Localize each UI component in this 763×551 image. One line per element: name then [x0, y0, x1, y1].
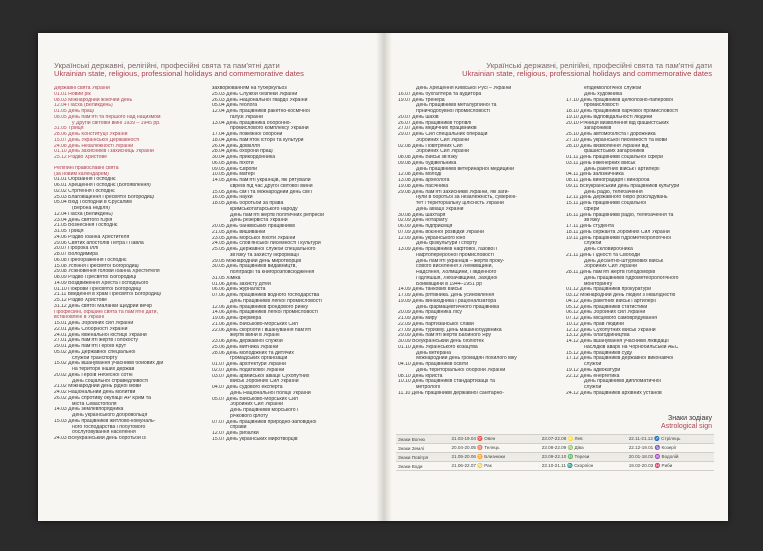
holiday-entry: 04.11 День залізничника [566, 172, 624, 178]
holiday-entry: 05.04 День геолога [212, 103, 258, 109]
holiday-entry: 13.12 День благодійництва [566, 333, 630, 339]
holiday-entry: Збройних Сил України [230, 402, 284, 408]
holiday-entry: 14.09 Воздвиження Хреста Господнього [54, 280, 149, 286]
holiday-entry: 05.12 День працівників статистики [566, 304, 648, 310]
holiday-list-column-2 [212, 86, 362, 443]
holiday-entry: 15.02 День вшанування учасників бойових дій [54, 361, 164, 367]
holiday-entry: 04.12 День ракетних військ і артилерії [566, 298, 656, 304]
holiday-entry: 19.06 День фермера [212, 316, 262, 321]
holiday-entry: День працівників морського і [230, 408, 299, 413]
holiday-entry: 21.11 Введення в храм Пресвятої Богородиці [54, 292, 161, 298]
holiday-entry: День авіації України [416, 206, 464, 212]
holiday-entry: День Десантно-штурмових військ [584, 258, 664, 264]
holiday-entry: 19.11 День працівників гідрометеорологічної [566, 235, 672, 241]
holiday-list-column-3 [398, 86, 558, 397]
holiday-entry: 22.06 День скорботи і вшанування пам'яті [212, 327, 312, 333]
holiday-entry: 10.12 День прав людини [566, 321, 625, 327]
holiday-entry: 17.09 День рятівника. День усиновлення [398, 293, 495, 298]
zodiac-sign-cell: 22.12-19.01 ♑ Козеріг [627, 444, 714, 453]
holiday-entry: військ Збройних Сил України [230, 379, 299, 385]
holiday-entry: 05.02 День Державної спеціальної [54, 349, 136, 355]
holiday-entry: 12.04 Пасха (Великдень) [54, 211, 113, 217]
holiday-entry: День працівників легкої промисловості [230, 298, 322, 304]
holiday-entry: наслідків аварії на Чорнобильській АЕС [584, 344, 679, 350]
holiday-entry: 22.01 День Соборності України [54, 326, 128, 332]
holiday-entry: 27.07 День медичних працівників [398, 126, 477, 132]
zodiac-sign-cell: 21.05-20.06 ♊ Близнюки [449, 453, 539, 462]
holiday-entry: 01.07 День архітектури України [212, 362, 286, 367]
holiday-entry: 22.12 День енергетика [566, 373, 620, 379]
holiday-entry: День пам'яті українців – жертв проку- [416, 258, 505, 264]
holiday-entry: 24.03 Всеукраїнський день боротьби із [54, 436, 146, 441]
holiday-entry: 24.12 День працівників архівних установ [566, 390, 662, 396]
holiday-entry: Збройних Сил України [416, 149, 470, 155]
holiday-entry: на території інших держав [72, 367, 135, 372]
zodiac-title-uk: Знаки зодіаку [668, 415, 712, 422]
holiday-entry: жертв війни в Україні [230, 333, 280, 339]
holiday-entry: Бойківщини в 1944–1951 рр [416, 281, 482, 287]
holiday-entry: 29.08 День пам'яті захисників України, які заги- [398, 189, 510, 195]
holiday-entry: 14.05 День пам'яті українців, які рятували [212, 178, 311, 183]
holiday-entry: 14.09 День танкових військ [398, 287, 462, 293]
holiday-entry: День працівників гідрометеорологічного [584, 275, 679, 281]
zodiac-row [396, 453, 714, 462]
holiday-entry: промисловості [584, 103, 619, 109]
right-page [390, 33, 728, 521]
holiday-entry: 15.05 День сім'ї та Міжнародний день сім'ї [212, 189, 312, 195]
holiday-entry: 25.12 Різдво Христове [54, 298, 107, 303]
holiday-entry: День скловиробника [584, 247, 633, 252]
holiday-entry: 18.05 День боротьби за права [212, 201, 284, 206]
holiday-entry: День радіо, телебачення [584, 189, 643, 195]
holiday-entry: День художника [584, 91, 623, 97]
holiday-entry: 15.08 Успіння Пресвятої Богородиці [54, 263, 139, 269]
holiday-entry: поліграфії та книгорозповсюдження [230, 270, 315, 275]
holiday-entry: фашистських загарбників [584, 149, 645, 155]
holiday-entry: День соціальної справедливості [72, 378, 149, 384]
holiday-entry: День фізкультури і спорту [416, 241, 478, 247]
holiday-entry: 03.12 Міжнародний день людей з інвалідністю [566, 293, 676, 298]
holiday-entry: 27.09 День туризму. День машинобудівника [398, 327, 502, 333]
holiday-entry: 21.11 День Гідності та Свободи [566, 252, 641, 258]
holiday-entry: 07.06 День працівників водного господарства [212, 293, 320, 298]
holiday-entry: моніторингу [584, 281, 613, 287]
holiday-entry: 23.06 День державної служби [212, 339, 283, 344]
holiday-entry: річкового флоту [230, 413, 268, 419]
left-page [38, 33, 378, 521]
holiday-entry: 20.05 День банківських працівників [212, 224, 295, 229]
holiday-entry: 01.10 День Українського козацтва [398, 344, 478, 350]
holiday-entry: 20.02 День Героїв Небесної сотні [54, 372, 133, 378]
holiday-entry: 01.12 День працівників прокуратури [566, 287, 651, 293]
holiday-entry: 01.01 Обрізання Господнє [54, 177, 116, 183]
holiday-entry: 27.10 День української писемності та мови [566, 137, 668, 143]
holiday-entry: 28.07 Володимира [54, 252, 98, 257]
holiday-entry: Міжнародний день громадян похилого віку [416, 356, 517, 362]
holiday-entry: 29.07 День Сил спеціальних операцій [398, 132, 488, 137]
holiday-entry: 09.08 День будівельника [398, 160, 457, 166]
holiday-entry: 31.12 День святої Маланки Щедрий вечір [54, 303, 152, 309]
holiday-entry: 21.06 День Військово-Морських Сил [212, 321, 298, 327]
holiday-entry: 01.06 День захисту дітей [212, 281, 271, 287]
holiday-entry: 16.05 День науки [212, 195, 253, 201]
holiday-entry: 17.11 День студента [566, 224, 614, 229]
holiday-entry: День працівників дипломатичної [584, 379, 662, 385]
holiday-entry: 25.03 День Служби безпеки України [212, 91, 298, 97]
right-page-header [462, 62, 712, 78]
zodiac-sign-cell: 20.01-18.02 ♒ Водолій [627, 453, 714, 462]
holiday-entry: 16.11 День працівників радіо, телебачення та [566, 212, 674, 218]
holiday-entry: 24.01 День ювенальної юстиції України [54, 332, 147, 338]
zodiac-element-cell: Знаки Землі [396, 444, 449, 453]
holiday-entry: Релігійні православні свята [54, 165, 119, 171]
holiday-entry: 01.01 Новий рік [54, 91, 91, 97]
holiday-entry: 28.11 День пам'яті жертв голодоморів [566, 270, 656, 275]
holiday-entry: 08.05 День пам'яті та першого над нацизмом [54, 114, 161, 120]
left-page-header [54, 62, 304, 78]
zodiac-sign-cell: 22.11-21.12 ♐ Стрілець [627, 435, 714, 444]
holiday-entry: 18.04 День пам'яток історії та культури [212, 137, 304, 143]
page-title-en: Ukrainian state, religious, professional holidays and commemorative dates [54, 69, 304, 78]
holiday-entry: 11.10 День працівників державної санітарно- [398, 390, 504, 396]
zodiac-sign-cell: 21.03-19.04 ♈ Овен [449, 435, 539, 444]
holiday-entry: Професійні, офіційні свята та пам'ятні дати, [54, 309, 158, 315]
zodiac-title-en: Astrological sign [661, 423, 712, 430]
holiday-entry: 15.11 День працівників соціальної [566, 201, 647, 206]
holiday-entry: 08.11 День виноградаря і винороба [566, 178, 650, 183]
page-title-uk: Українські державні, релігійні, професійні свята та пам'ятні дати [486, 61, 712, 70]
holiday-entry: 06.01 Хрещення Господнє (Богоявлення) [54, 183, 151, 188]
holiday-entry: встановлені в Україні [54, 315, 105, 321]
zodiac-sign-cell: 23.07-22.08 ♌ Лев [540, 435, 627, 444]
zodiac-element-cell: Знаки Вогню [396, 435, 449, 444]
holiday-entry: захворюванням на туберкульоз [212, 86, 287, 91]
holiday-entry: 06.12 День Збройних сил України [566, 310, 646, 316]
holiday-entry: День працівників металургійної та [416, 103, 497, 109]
holiday-entry: громадських організацій [230, 356, 288, 362]
holiday-entry: 14.12 День вшанування учасників ліквідації [566, 339, 669, 344]
zodiac-element-cell: Знаки Повітря [396, 453, 449, 462]
holiday-entry: День українського добровольця [72, 413, 148, 418]
page-title-en: Ukrainian state, religious, professional holidays and commemorative dates [462, 69, 712, 78]
holiday-entry: 22.09 День партизанської слави [398, 321, 474, 327]
zodiac-sign-cell: 23.10-21.11 ♏ Скорпіон [540, 462, 627, 471]
holiday-entry: 03.07 День армійської авіації Сухопутних [212, 373, 310, 379]
holiday-entry: 19.10 День відповідальності людини [566, 114, 653, 120]
holiday-entry: 10.10 День працівників стандартизації та [398, 379, 495, 385]
holiday-entry: 12.04 День працівників ракетно-космічної [212, 109, 310, 114]
holiday-entry: 12.08 День молоді [398, 172, 442, 178]
holiday-entry: (Вербна неділя) [72, 206, 110, 211]
zodiac-element-cell: Знаки Води [396, 462, 449, 471]
holiday-entry: День фармацевтичного працівника [416, 304, 500, 310]
holiday-entry: 31.05 Трійця [54, 126, 84, 132]
holiday-entry: 08.10 День юриста [398, 373, 443, 379]
zodiac-sign-cell: 21.06-22.07 ♋ Рак [449, 462, 539, 471]
holiday-entry: метрології [416, 385, 441, 390]
holiday-entry: 02.02 Стрітення Господнє [54, 188, 115, 194]
holiday-entry: 25.10 День автомобіліста і дорожника [566, 132, 656, 137]
holiday-entry: 18.11 День сержанта Збройних Сил України [566, 229, 670, 235]
holiday-entry: 12.11 День Державного бюро розслідувань [566, 195, 668, 201]
holiday-entry: зв'язку та захисту інформації [230, 252, 299, 258]
calendar-spread [38, 33, 728, 521]
holiday-entry: 05.07 День Військово-Морських Сил [212, 396, 298, 402]
holiday-entry: День Національної поліції України [230, 390, 311, 396]
holiday-entry: 07.09 День воєнної розвідки України [398, 229, 484, 235]
holiday-entry: День територіальної оборони України [416, 367, 506, 373]
holiday-entry: 12.12 День Сухопутних військ України [566, 327, 656, 333]
holiday-entry: 06.08 Преображення Господнє [54, 257, 127, 263]
holiday-entry: (за новим календарем) [54, 171, 109, 177]
holiday-entry: нули в боротьбі за незалежність, суверені- [416, 195, 517, 201]
holiday-entry: 15.03 День працівників житлово-комуналь- [54, 418, 156, 424]
holiday-entry: 14.06 День працівників легкої промисловості [212, 310, 318, 316]
holiday-entry: служби [584, 362, 602, 367]
holiday-entry: 13.08 День археолога [398, 178, 450, 183]
holiday-entry: Надсяння, Холмщини, Південного [416, 270, 497, 275]
holiday-entry: 13.09 День працівників нафтової, газової і [398, 247, 498, 252]
holiday-entry: 20.07 День шахів [398, 114, 439, 120]
holiday-entry: 29.06 Святих апостолів Петра і Павла [54, 240, 144, 246]
holiday-entry: 29.09 День пам'яті жертв Бабиного Яру [398, 333, 492, 339]
holiday-entry: 18.10 День працівників харчової промисловості [566, 109, 679, 114]
holiday-entry: 04.10 День працівників освіти [398, 362, 469, 367]
holiday-entry: 17.04 День пожежної охорони [212, 132, 283, 137]
holiday-entry: 30.04 День прикордонника [212, 155, 276, 160]
holiday-entry: 25.03 Благовіщення Пресвятої Богородиці [54, 194, 154, 200]
holiday-entry: День резервіста України [230, 218, 288, 224]
holiday-entry: 07.12 День місцевого самоврядування [566, 316, 658, 321]
holiday-entry: 20.07 Пророка Іллі [54, 246, 99, 252]
holiday-entry: кримськотатарського народу [230, 206, 298, 212]
holiday-entry: 20.10 Річниця визволення від фашистських [566, 120, 669, 126]
holiday-entry: 21.05 Вознесіння Господнє [54, 223, 118, 229]
zodiac-sign-cell: 19.02-20.03 ♓ Риби [627, 462, 714, 471]
holiday-entry: 06.06 День журналіста [212, 287, 266, 293]
holiday-entry: обслуговування населення [72, 430, 136, 436]
holiday-list-column-1 [54, 86, 202, 442]
holiday-entry: 28.10 День визволення України від [566, 143, 649, 149]
holiday-entry: служби [584, 241, 602, 247]
holiday-entry: 01.11 День працівників соціальної сфери [566, 155, 663, 160]
holiday-entry: тет і територіальну цілісність України [416, 201, 504, 206]
holiday-entry: 26.07 День працівників торгівлі [398, 120, 472, 126]
holiday-entry: 09.05 День Європи [212, 166, 257, 172]
holiday-entry: 19.09 День винахідника і раціоналізатора [398, 298, 497, 304]
holiday-entry: 23.04 День святого Юрія [54, 217, 113, 223]
holiday-entry: 24.02 Національний день молитви [54, 390, 136, 395]
holiday-entry: гірничодобувної промисловості [416, 109, 490, 114]
holiday-entry: 02.08 День Повітряних Сил [398, 143, 463, 149]
holiday-entry: 12.07 День рибалки [212, 431, 259, 436]
holiday-entry: галузі України [230, 114, 263, 120]
zodiac-row [396, 444, 714, 453]
holiday-entry: 04.07 День судового експерта [212, 385, 283, 390]
holiday-entry: Збройних Сил України [584, 264, 638, 270]
holiday-entry: 23.05 День морської піхоти України [212, 235, 296, 241]
holiday-entry: 17.10 День працівників целюлозно-паперової [566, 97, 674, 103]
holiday-entry: служби [584, 385, 602, 390]
holiday-entry: 16.07 День бухгалтера та аудитора [398, 91, 482, 97]
holiday-entry: 02.07 День податкової України [212, 367, 285, 373]
holiday-entry: День ветерана [416, 350, 451, 356]
holiday-entry: 21.05 День вишиванки [212, 229, 266, 235]
holiday-entry: євреїв під час Другої світової війни [230, 183, 313, 189]
holiday-entry: 31.05 Хіміка [212, 275, 241, 281]
holiday-entry: 02.09 День нотаріату [398, 218, 448, 224]
holiday-entry: 12.09 День українського кіно [398, 235, 466, 241]
holiday-entry: 15.01 День Збройних сил України [54, 321, 134, 326]
holiday-entry: День працівників ветеринарної медицини [416, 166, 514, 172]
holiday-entry: 31.05 Трійця [54, 229, 84, 234]
holiday-entry: 28.06 День молодіжних та дитячих [212, 350, 294, 356]
holiday-entry: 09.11 Всеукраїнський день працівників культури [566, 183, 680, 189]
zodiac-sign-cell: 20.04-20.05 ♉ Телець [449, 444, 539, 453]
holiday-entry: 26.03 День Національної гвардії України [212, 97, 308, 103]
holiday-entry: 19.08 День пасічника [398, 183, 449, 189]
holiday-entry: День Хрещення Київської Русі – України [416, 86, 512, 91]
holiday-entry: міста Севастополя [72, 401, 117, 407]
holiday-entry: 08.08 День Військ зв'язку [398, 155, 458, 160]
holiday-entry: сового виселення з Лемківщини, [416, 264, 493, 270]
holiday-entry: День ракетних військ і артилерії [584, 166, 660, 172]
holiday-entry: 12.06 День працівників фондового ринку [212, 304, 309, 310]
holiday-entry: 26.04 День довкілля [212, 143, 260, 149]
holiday-entry: ного господарства і побутового [72, 424, 146, 430]
holiday-entry: 01.10 День захисників і захисниць України [54, 149, 154, 155]
holiday-entry: 30.05 День працівників видавництв, [212, 264, 297, 270]
holiday-entry: 25.12 Різдво Христове [54, 155, 107, 160]
holiday-entry: 03.11 День інженерних військ [566, 160, 636, 166]
holiday-entry: 29.01 День пам'яті Героїв Крут [54, 344, 127, 349]
page-title-uk: Українські державні, релігійні, професійні свята та пам'ятні дати [54, 61, 280, 70]
zodiac-row [396, 462, 714, 471]
holiday-entry: Збройних Сил України [416, 137, 470, 143]
holiday-entry: 01.10 Покрови Пресвятої Богородиці [54, 286, 141, 292]
holiday-entry: 06.05 День піхоти [212, 160, 254, 166]
holiday-entry: 25.06 День митника України [212, 344, 279, 350]
holiday-entry: 10.05 День матері [212, 172, 255, 178]
holiday-entry: справи [230, 425, 247, 431]
holiday-entry: Підляшшя, Любачівщини, Західної [416, 275, 498, 281]
holiday-entry: сфери [584, 206, 600, 212]
zodiac-row [396, 435, 714, 444]
holiday-entry: 24.06 Різдво Іоанна Хрестителя [54, 234, 130, 240]
holiday-entry: 28.06 День Конституції України [54, 132, 128, 137]
zodiac-sign-cell: 23.08-22.09 ♍ Діва [540, 444, 627, 453]
holiday-entry: служби транспорту [72, 355, 118, 361]
holiday-list-column-4 [566, 86, 716, 397]
holiday-entry: 17.12 День працівників державної виконавчої [566, 356, 674, 362]
holiday-entry: 15.12 День працівників суду [566, 350, 633, 356]
holiday-entry: 15.07 День українських миротворців [212, 436, 298, 442]
holiday-entry: 19.07 День тренера [398, 97, 445, 103]
holiday-entry: 20.09 День працівника лісу [398, 310, 462, 316]
holiday-entry: 05.04 Вхід Господній в Єрусалим [54, 200, 132, 206]
holiday-entry: 21.02 Міжнародний день рідної мови [54, 384, 142, 390]
holiday-entry: загарбників [584, 126, 612, 132]
holiday-entry: 25.05 День Державної служби спеціального [212, 247, 316, 252]
holiday-entry: 01.05 День праці [54, 109, 94, 114]
holiday-entry: 26.02 День спротиву окупації АР Крим та [54, 395, 151, 401]
holiday-entry: 28.04 День охорони праці [212, 149, 273, 155]
holiday-entry: 14.03 День землевпорядника [54, 407, 124, 413]
holiday-entry: 19.12 День адвокатури [566, 367, 621, 373]
zodiac-sign-cell: 23.09-22.10 ♎ Терези [540, 453, 627, 462]
holiday-entry: у Другій світовій війні 1939 – 1945 рр. [72, 120, 161, 126]
holiday-entry: зв'язку [584, 218, 600, 224]
holiday-entry: 07.07 День працівників природно-заповідної [212, 419, 317, 425]
holiday-entry: 27.01 День пам'яті жертв Голокосту [54, 338, 139, 344]
holiday-entry: нафтопереробної промисловості [416, 252, 494, 258]
zodiac-table [396, 434, 714, 471]
holiday-entry: епідеміологічної служби [584, 86, 642, 91]
zodiac-heading [661, 415, 712, 431]
holiday-entry: День пам'яті жертв політичних репресій [230, 212, 324, 218]
holiday-entry: промислового комплексу України [230, 126, 309, 132]
holiday-entry: 29.08 Усікновення голови Іоанна Хрестителя [54, 269, 160, 275]
holiday-entry: 06.09 День підприємця [398, 224, 453, 229]
holiday-entry: 08.03 Міжнародний жіночий день [54, 97, 133, 103]
holiday-entry: 12.04 Пасха (Великдень) [54, 103, 113, 109]
holiday-entry: 24.08 День Незалежності України [54, 143, 134, 149]
holiday-entry: 15.07 День Української Державності [54, 137, 140, 143]
holiday-entry: 29.05 Міжнародний день миротворців [212, 258, 302, 264]
holiday-entry: Державні свята України [54, 86, 110, 91]
holiday-entry: 08.09 Різдво Пресвятої Богородиці [54, 275, 137, 280]
holiday-entry: 13.04 День працівника оборонно- [212, 120, 292, 126]
holiday-entry: 24.05 День слов'янської писемності і культури [212, 241, 321, 247]
holiday-entry: 30.08 День шахтаря [398, 212, 446, 218]
holiday-entry: 21.09 День миру [398, 316, 437, 321]
holiday-entry: 30.09 Всеукраїнський день бібліотек [398, 339, 484, 344]
